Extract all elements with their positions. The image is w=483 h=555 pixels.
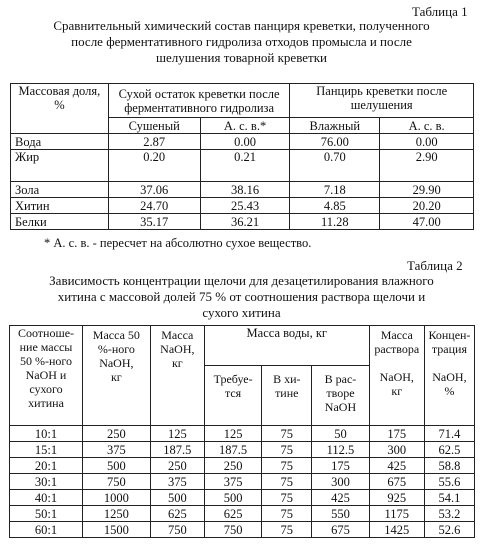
table-row bbox=[11, 214, 474, 230]
cell: 500 bbox=[204, 490, 261, 506]
cell: 375 bbox=[204, 474, 261, 490]
cell: 7.18 bbox=[290, 182, 380, 198]
cell: 0.70 bbox=[290, 150, 380, 182]
cell: 58.8 bbox=[424, 458, 474, 474]
table-row bbox=[10, 506, 475, 522]
t2-head-water: Масса воды, кг bbox=[204, 326, 369, 366]
cell: 175 bbox=[369, 426, 424, 442]
cell: 550 bbox=[312, 506, 369, 522]
cell: 2.90 bbox=[380, 150, 474, 182]
cell: 75 bbox=[262, 506, 312, 522]
cell: 125 bbox=[150, 426, 204, 442]
row-label: Зола bbox=[11, 182, 109, 198]
cell: 47.00 bbox=[380, 214, 474, 230]
cell: 1500 bbox=[82, 522, 150, 538]
table-row bbox=[11, 134, 474, 150]
cell: 2.87 bbox=[108, 134, 200, 150]
cell: 175 bbox=[312, 458, 369, 474]
row-label: Хитин bbox=[11, 198, 109, 214]
cell: 24.70 bbox=[108, 198, 200, 214]
ratio-cell: 40:1 bbox=[10, 490, 83, 506]
cell: 62.5 bbox=[424, 442, 474, 458]
cell: 187.5 bbox=[204, 442, 261, 458]
ratio-cell: 20:1 bbox=[10, 458, 83, 474]
cell: 675 bbox=[312, 522, 369, 538]
t1-head-group2: Панцирь креветки после шелушения bbox=[290, 84, 474, 118]
cell: 75 bbox=[262, 522, 312, 538]
table-row bbox=[10, 522, 475, 538]
cell: 425 bbox=[312, 490, 369, 506]
cell: 250 bbox=[150, 458, 204, 474]
table2-title: Зависимость концентрации щелочи для дезацетилирования влажного хитина с массовой долей 75 % от соотношения раствора щелочи и сухого хитина bbox=[49, 273, 434, 320]
cell: 75 bbox=[262, 458, 312, 474]
t2-head-water-solution: В рас- творе NaOH bbox=[312, 366, 369, 426]
table-row bbox=[11, 182, 474, 198]
table2-body bbox=[10, 426, 475, 538]
table2-label: Таблица 2 bbox=[407, 258, 463, 273]
ratio-cell: 15:1 bbox=[10, 442, 83, 458]
cell: 1425 bbox=[369, 522, 424, 538]
row-label: Жир bbox=[11, 150, 109, 182]
cell: 75 bbox=[262, 490, 312, 506]
cell: 11.28 bbox=[290, 214, 380, 230]
t2-head-ratio: Соотноше- ние массы 50 %-ного NaOH и сухого хитина bbox=[10, 326, 83, 426]
table1 bbox=[10, 83, 474, 230]
cell: 38.16 bbox=[200, 182, 290, 198]
table1-title: Сравнительный химический состав панциря креветки, полученного после ферментативного гидролиза отходов промысла и после шелушения товарной креветки bbox=[53, 18, 430, 65]
cell: 300 bbox=[312, 474, 369, 490]
cell: 625 bbox=[204, 506, 261, 522]
cell: 375 bbox=[150, 474, 204, 490]
cell: 1000 bbox=[82, 490, 150, 506]
cell: 53.2 bbox=[424, 506, 474, 522]
t1-head-group1: Сухой остаток креветки после ферментативного гидролиза bbox=[108, 84, 290, 118]
table-row bbox=[10, 442, 475, 458]
t1-sub-wet: Влажный bbox=[290, 118, 380, 134]
cell: 76.00 bbox=[290, 134, 380, 150]
cell: 4.85 bbox=[290, 198, 380, 214]
row-label: Вода bbox=[11, 134, 109, 150]
cell: 35.17 bbox=[108, 214, 200, 230]
cell: 500 bbox=[82, 458, 150, 474]
table-row bbox=[10, 474, 475, 490]
table2 bbox=[9, 325, 475, 538]
t2-head-solution-mass: Масса раствора NaOH, кг bbox=[369, 326, 424, 426]
table-row bbox=[11, 150, 474, 182]
table-row bbox=[10, 490, 475, 506]
cell: 125 bbox=[204, 426, 261, 442]
t1-sub-asv1: А. с. в.* bbox=[200, 118, 290, 134]
cell: 625 bbox=[150, 506, 204, 522]
cell: 37.06 bbox=[108, 182, 200, 198]
table1-footnote: * А. с. в. - пересчет на абсолютно сухое вещество. bbox=[44, 236, 312, 250]
cell: 0.20 bbox=[108, 150, 200, 182]
cell: 29.90 bbox=[380, 182, 474, 198]
cell: 750 bbox=[150, 522, 204, 538]
cell: 20.20 bbox=[380, 198, 474, 214]
table-row bbox=[10, 426, 475, 442]
cell: 52.6 bbox=[424, 522, 474, 538]
cell: 75 bbox=[262, 442, 312, 458]
t2-head-water-chitin: В хи- тине bbox=[262, 366, 312, 426]
ratio-cell: 10:1 bbox=[10, 426, 83, 442]
table-row bbox=[11, 198, 474, 214]
cell: 0.21 bbox=[200, 150, 290, 182]
ratio-cell: 60:1 bbox=[10, 522, 83, 538]
cell: 300 bbox=[369, 442, 424, 458]
cell: 425 bbox=[369, 458, 424, 474]
cell: 750 bbox=[82, 474, 150, 490]
cell: 36.21 bbox=[200, 214, 290, 230]
cell: 71.4 bbox=[424, 426, 474, 442]
t2-head-massnaoh: Масса NaOH, кг bbox=[150, 326, 204, 426]
cell: 750 bbox=[204, 522, 261, 538]
row-label: Белки bbox=[11, 214, 109, 230]
ratio-cell: 50:1 bbox=[10, 506, 83, 522]
t2-head-concentration: Концен- трация NaOH, % bbox=[424, 326, 474, 426]
table1-label: Таблица 1 bbox=[412, 4, 468, 19]
table-row bbox=[10, 458, 475, 474]
t1-sub-asv2: А. с. в. bbox=[380, 118, 474, 134]
cell: 50 bbox=[312, 426, 369, 442]
cell: 250 bbox=[204, 458, 261, 474]
cell: 187.5 bbox=[150, 442, 204, 458]
cell: 675 bbox=[369, 474, 424, 490]
t2-head-mass50: Масса 50 %-ного NaOH, кг bbox=[82, 326, 150, 426]
cell: 375 bbox=[82, 442, 150, 458]
cell: 0.00 bbox=[200, 134, 290, 150]
cell: 500 bbox=[150, 490, 204, 506]
cell: 54.1 bbox=[424, 490, 474, 506]
cell: 1250 bbox=[82, 506, 150, 522]
ratio-cell: 30:1 bbox=[10, 474, 83, 490]
cell: 112.5 bbox=[312, 442, 369, 458]
t2-head-water-required: Требуе- тся bbox=[204, 366, 261, 426]
cell: 75 bbox=[262, 474, 312, 490]
cell: 250 bbox=[82, 426, 150, 442]
cell: 0.00 bbox=[380, 134, 474, 150]
cell: 1175 bbox=[369, 506, 424, 522]
cell: 55.6 bbox=[424, 474, 474, 490]
t1-head-massfrac: Массовая доля, % bbox=[11, 84, 109, 134]
cell: 25.43 bbox=[200, 198, 290, 214]
cell: 925 bbox=[369, 490, 424, 506]
t1-sub-dried: Сушеный bbox=[108, 118, 200, 134]
cell: 75 bbox=[262, 426, 312, 442]
